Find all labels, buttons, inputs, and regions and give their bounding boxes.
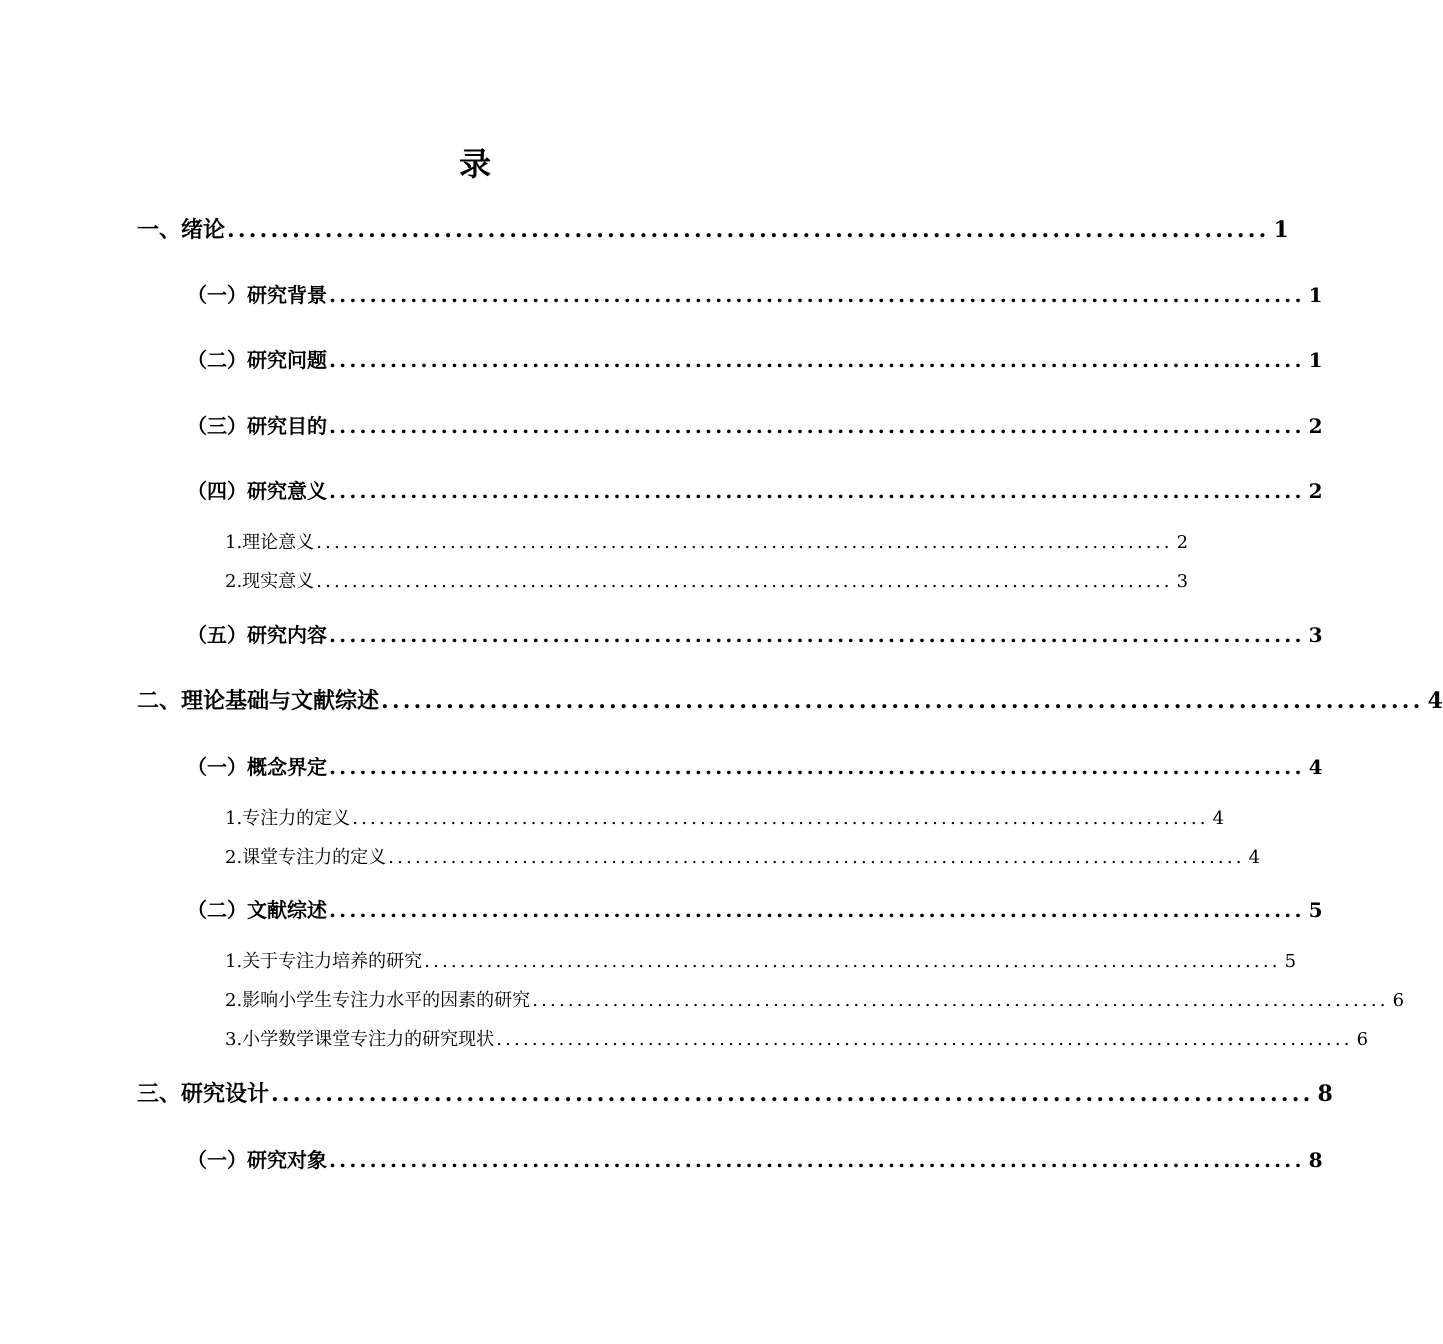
toc-entry-page-number: 6 [1392,990,1405,1011]
dot-leader: ................................................................................................ [329,623,1305,647]
dot-leader: ................................................................................................ [316,532,1173,553]
dot-leader: ................................................................................................ [227,217,1270,243]
toc-entry-label: 1.关于专注力培养的研究 [225,951,423,972]
toc-entry-subsection-1-4-2[interactable] [225,568,1189,596]
toc-entry-subsection-1-4-1[interactable] [225,529,1189,557]
toc-entry-subsection-2-1-2[interactable] [225,844,1261,872]
dot-leader: ................................................................................................ [381,688,1424,714]
toc-entry-section-1-2[interactable] [187,345,1323,375]
toc-entry-page-number: 1 [1308,283,1323,307]
toc-entry-section-1-3[interactable] [187,411,1323,441]
toc-entry-label: 1.专注力的定义 [225,808,351,829]
toc-entry-page-number: 1 [1308,348,1323,372]
toc-entry-label: （二）文献综述 [187,898,327,922]
toc-entry-label: 3.小学数学课堂专注力的研究现状 [225,1029,495,1050]
toc-entry-label: 2.课堂专注力的定义 [225,847,387,868]
dot-leader: ................................................................................................ [329,414,1305,438]
dot-leader: ................................................................................................ [329,283,1305,307]
toc-entry-section-1-5[interactable] [187,620,1323,650]
toc-entry-page-number: 4 [1308,755,1323,779]
dot-leader: ................................................................................................ [329,755,1305,779]
toc-entry-label: （一）研究对象 [187,1148,327,1172]
toc-entry-subsection-2-2-1[interactable] [225,948,1297,976]
toc-entry-page-number: 5 [1308,898,1323,922]
toc-entry-page-number: 3 [1176,571,1189,592]
dot-leader: ................................................................................................ [532,990,1389,1011]
toc-entry-page-number: 4 [1427,688,1443,714]
toc-entry-page-number: 3 [1308,623,1323,647]
toc-entry-page-number: 2 [1308,414,1323,438]
dot-leader: ................................................................................................ [352,808,1209,829]
toc-entry-page-number: 2 [1308,479,1323,503]
toc-entry-page-number: 6 [1356,1029,1369,1050]
dot-leader: ................................................................................................ [424,951,1281,972]
page-title: 录 [458,145,491,183]
toc-entry-label: （二）研究问题 [187,348,327,372]
toc-entry-label: （一）研究背景 [187,283,327,307]
toc-entry-label: （五）研究内容 [187,623,327,647]
toc-entry-label: （四）研究意义 [187,479,327,503]
toc-entry-page-number: 4 [1212,808,1225,829]
toc-entry-section-2-2[interactable] [187,895,1323,925]
toc-entry-chapter-1[interactable] [137,214,1289,246]
toc-entry-subsection-2-2-2[interactable] [225,987,1405,1015]
dot-leader: ................................................................................................ [388,847,1245,868]
toc-entry-chapter-2[interactable] [137,685,1443,717]
dot-leader: ................................................................................................ [329,898,1305,922]
toc-entry-label: 三、研究设计 [137,1081,270,1107]
toc-entry-label: 二、理论基础与文献综述 [137,688,380,714]
dot-leader: ................................................................................................ [329,1148,1305,1172]
toc-entry-label: 2.影响小学生专注力水平的因素的研究 [225,990,531,1011]
toc-entry-page-number: 4 [1248,847,1261,868]
toc-entry-chapter-3[interactable] [137,1078,1333,1110]
toc-entry-label: （三）研究目的 [187,414,327,438]
dot-leader: ................................................................................................ [496,1029,1353,1050]
toc-entry-page-number: 8 [1317,1081,1333,1107]
dot-leader: ................................................................................................ [316,571,1173,592]
toc-entry-section-3-1[interactable] [187,1145,1323,1175]
toc-entry-page-number: 1 [1273,217,1289,243]
dot-leader: ................................................................................................ [329,348,1305,372]
toc-entry-label: 2.现实意义 [225,571,315,592]
toc-entry-section-1-4[interactable] [187,476,1323,506]
toc-entry-subsection-2-1-1[interactable] [225,805,1225,833]
toc-entry-page-number: 2 [1176,532,1189,553]
toc-entry-page-number: 8 [1308,1148,1323,1172]
toc-entry-page-number: 5 [1284,951,1297,972]
toc-entry-label: 一、绪论 [137,217,226,243]
dot-leader: ................................................................................................ [271,1081,1314,1107]
toc-entry-subsection-2-2-3[interactable] [225,1026,1369,1054]
toc-entry-section-1-1[interactable] [187,280,1323,310]
dot-leader: ................................................................................................ [329,479,1305,503]
toc-entry-label: 1.理论意义 [225,532,315,553]
toc-entry-label: （一）概念界定 [187,755,327,779]
toc-entry-section-2-1[interactable] [187,752,1323,782]
